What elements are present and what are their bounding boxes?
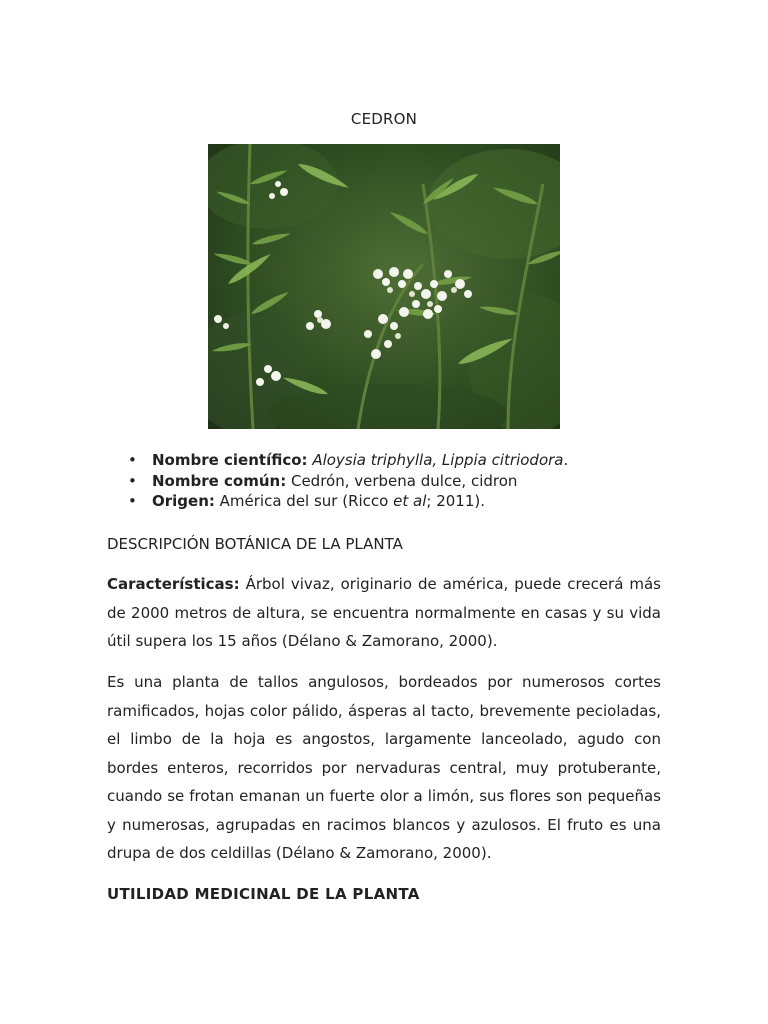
fact-value-end: ; 2011).	[426, 492, 486, 510]
paragraph-text: Árbol vivaz, originario de américa, puede crecerá más de 2000 metros de altura, se encuentra normalmente en casas y su vida útil supera los 15 años (Délano & Zamorano, 2000).	[107, 575, 661, 650]
section-heading-medicinal: UTILIDAD MEDICINAL DE LA PLANTA	[107, 885, 420, 903]
section-heading-description: DESCRIPCIÓN BOTÁNICA DE LA PLANTA	[107, 535, 403, 553]
fact-label: Nombre científico:	[152, 451, 308, 469]
paragraph-description: Es una planta de tallos angulosos, bordeados por numerosos cortes ramificados, hojas color pálido, ásperas al tacto, brevemente pecioladas, el limbo de la hoja es angostos, largamente lanceolado, agudo con bordes enteros, recorridos por nervaduras central, muy protuberante, cuando se frotan emanan un fuerte olor a limón, sus flores son pequeñas y numerosas, agrupadas en racimos blancos y azulosos. El fruto es una drupa de dos celdillas (Délano & Zamorano, 2000).	[107, 673, 661, 862]
fact-value: Aloysia triphylla, Lippia citriodora	[312, 451, 564, 469]
plant-photo-illustration	[208, 144, 560, 429]
plant-photo	[208, 144, 560, 429]
paragraph-characteristics	[107, 570, 661, 656]
fact-value: Cedrón, verbena dulce, cidron	[286, 471, 518, 490]
fact-label: Origen:	[152, 492, 215, 510]
list-item-origin	[128, 491, 568, 512]
fact-value: América del sur (Ricco	[214, 492, 394, 510]
document-title: CEDRON	[350, 110, 418, 128]
fact-label: Nombre común:	[152, 471, 287, 490]
plant-facts-list	[128, 450, 568, 512]
list-item-scientific-name	[128, 450, 568, 471]
fact-value-italic: et al	[393, 492, 427, 510]
list-item-common-name	[128, 471, 568, 492]
fact-value-end: .	[563, 451, 569, 469]
paragraph-label: Características:	[107, 575, 240, 593]
